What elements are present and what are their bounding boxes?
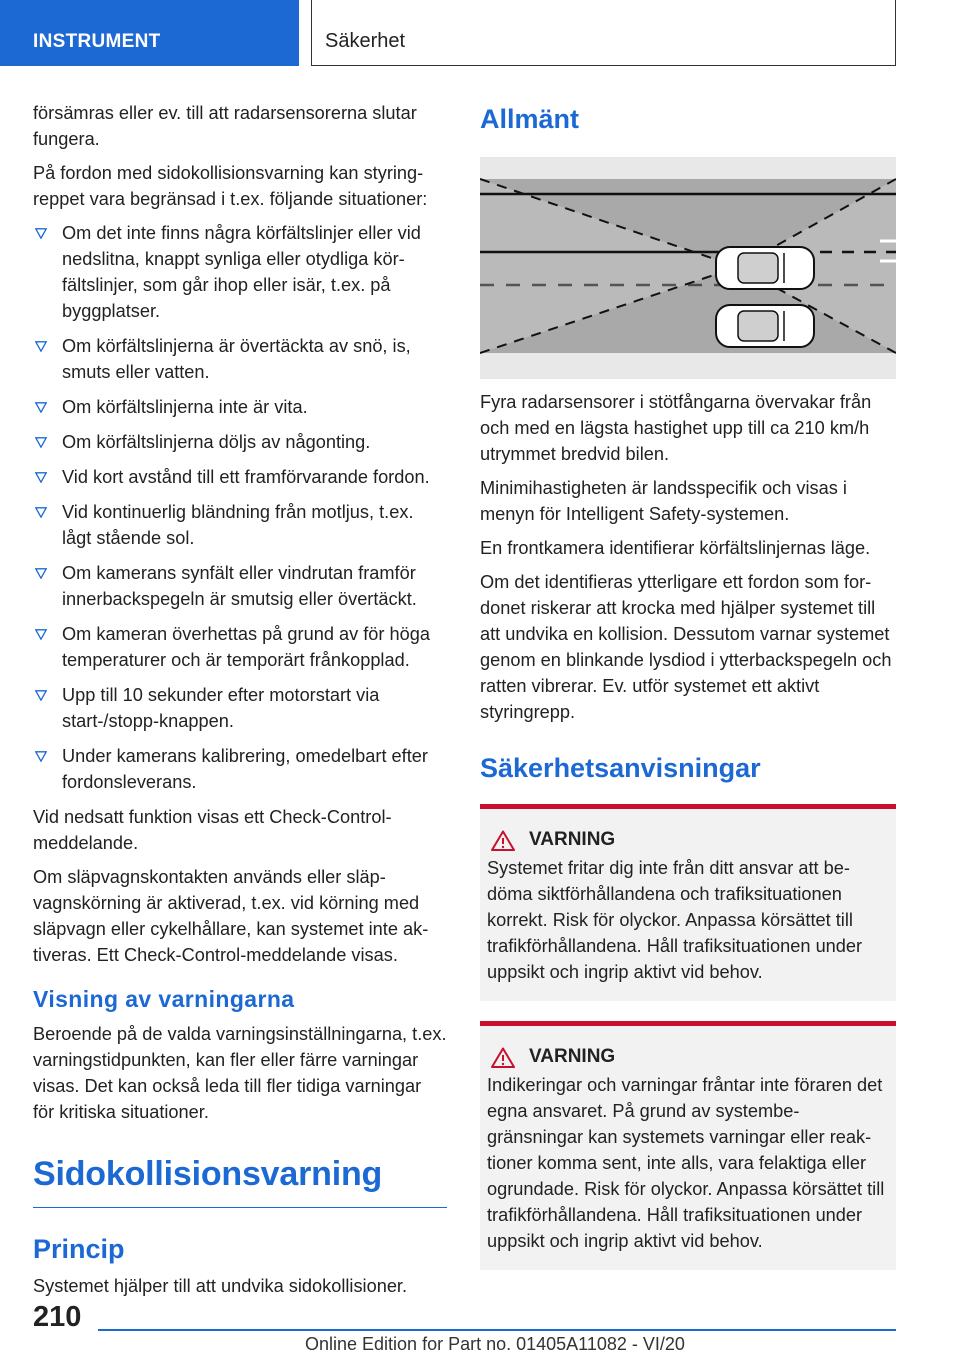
list-item-text: Under kamerans kalibrering, omedelbart efter fordonsleverans. <box>62 746 428 792</box>
paragraph: På fordon med sidokollisionsvarning kan styringreppet vara begränsad i t.ex. följande situationer: <box>33 163 428 209</box>
paragraph: Fyra radarsensorer i stötfångarna övervakar från och med en lägsta hastighet upp till ca 210 km/h utrymmet bredvid bilen. <box>480 392 872 464</box>
triangle-bullet-icon <box>35 472 47 483</box>
triangle-bullet-icon <box>35 402 47 413</box>
paragraph: Minimihastigheten är landsspecifik och visas i menyn för Intelligent Safety-systemen. <box>480 478 847 524</box>
list-item <box>33 682 447 734</box>
general-heading: Allmänt <box>480 104 580 134</box>
footer-divider <box>98 1329 896 1331</box>
list-item-text: Om körfältslinjerna inte är vita. <box>62 397 308 417</box>
list-item <box>33 220 447 324</box>
paragraph: försämras eller ev. till att radarsensorerna slutar fungera. <box>33 103 417 149</box>
paragraph: Beroende på de valda varningsinställningarna, t.ex. varningstidpunkten, kan fler eller färre varningar visas. Det kan också leda till fler tidiga varningar för kritiska situationer. <box>33 1024 447 1122</box>
warning-title-text: VARNING <box>529 1046 616 1067</box>
situation-list <box>33 220 447 795</box>
subheading-warnings-display: Visning av varningarna <box>33 986 295 1012</box>
principle-heading: Princip <box>33 1234 125 1264</box>
list-item-text: Om körfältslinjerna döljs av någonting. <box>62 432 371 452</box>
list-item-text: Om körfältslinjerna är övertäckta av snö, is, smuts eller vatten. <box>62 336 411 382</box>
list-item <box>33 499 447 551</box>
list-item <box>33 464 447 490</box>
warning-text: Indikeringar och varningar fråntar inte föraren det egna ansvaret. På grund av systembegränsningar kan systemets varningar eller reaktioner komma sent, inte alls, vara felaktiga eller ogrundade. Risk för olyckor. Anpassa körsättet till trafikförhållandena. Håll trafiksituationen under uppsikt och ingrip aktivt vid behov. <box>487 1075 885 1251</box>
page-number: 210 <box>33 1301 82 1333</box>
section-tab <box>0 0 299 66</box>
principle-text: Systemet hjälper till att undvika sidokollisioner. <box>33 1276 408 1296</box>
right-column <box>480 100 896 1270</box>
road-radar-illustration <box>480 157 896 379</box>
list-item-text: Upp till 10 sekunder efter motorstart via start-/stopp-knappen. <box>62 685 380 731</box>
safety-heading: Säkerhetsanvisningar <box>480 753 761 783</box>
section-label: INSTRUMENT <box>33 31 161 52</box>
warning-title-text: VARNING <box>529 829 616 850</box>
chapter-heading: Sidokollisionsvarning <box>33 1155 447 1208</box>
warning-box <box>480 1021 896 1270</box>
triangle-bullet-icon <box>35 690 47 701</box>
left-column <box>33 100 447 1307</box>
edition-text: Online Edition for Part no. 01405A11082 - VI/20 <box>305 1334 685 1354</box>
list-item-text: Om kameran överhettas på grund av för höga temperaturer och är temporärt frånkopplad. <box>62 624 430 670</box>
triangle-bullet-icon <box>35 629 47 640</box>
list-item <box>33 394 447 420</box>
warning-title <box>487 829 889 851</box>
list-item-text: Vid kontinuerlig bländning från motljus, t.ex. lågt stående sol. <box>62 502 414 548</box>
paragraph: En frontkamera identifierar körfältslinjernas läge. <box>480 538 871 558</box>
vehicle-top <box>716 247 814 289</box>
triangle-bullet-icon <box>35 341 47 352</box>
paragraph: Vid nedsatt funktion visas ett Check-Control-meddelande. <box>33 807 392 853</box>
list-item <box>33 429 447 455</box>
warning-triangle-icon <box>491 830 515 851</box>
chapter-title: Säkerhet <box>325 30 406 52</box>
list-item-text: Vid kort avstånd till ett framförvarande fordon. <box>62 467 430 487</box>
triangle-bullet-icon <box>35 228 47 239</box>
paragraph: Om det identifieras ytterligare ett fordon som fordonet riskerar att krocka med hjälper systemet till att undvika en kollision. Dessutom varnar systemet genom en blinkande lysdiod i ytterbackspegeln och ratten vibrerar. Ev. utför systemet ett aktivt styringrepp. <box>480 572 892 722</box>
warning-triangle-icon <box>491 1047 515 1068</box>
paragraph: Om släpvagnskontakten används eller släpvagnskörning är aktiverad, t.ex. vid körning med släpvagn eller cykelhållare, kan systemet inte aktiveras. Ett Check-Control-meddelande visas. <box>33 867 429 965</box>
triangle-bullet-icon <box>35 507 47 518</box>
warning-text: Systemet fritar dig inte från ditt ansvar att bedöma siktförhållandena och trafiksituationen korrekt. Risk för olyckor. Anpassa körsättet till trafikförhållandena. Håll trafiksituationen under uppsikt och ingrip aktivt vid behov. <box>487 858 863 982</box>
triangle-bullet-icon <box>35 437 47 448</box>
list-item <box>33 333 447 385</box>
vehicle-bottom <box>716 305 814 347</box>
list-item-text: Om kamerans synfält eller vindrutan framför innerbackspegeln är smutsig eller övertäckt. <box>62 563 417 609</box>
warning-title <box>487 1046 889 1068</box>
triangle-bullet-icon <box>35 568 47 579</box>
triangle-bullet-icon <box>35 751 47 762</box>
warning-box <box>480 804 896 1001</box>
chapter-tab <box>311 0 896 66</box>
list-item <box>33 621 447 673</box>
list-item <box>33 560 447 612</box>
list-item-text: Om det inte finns några körfältslinjer eller vid nedslitna, knappt synliga eller otydliga körfältslinjer, som går ihop eller isär, t.ex. på byggplatser. <box>62 223 421 321</box>
list-item <box>33 743 447 795</box>
